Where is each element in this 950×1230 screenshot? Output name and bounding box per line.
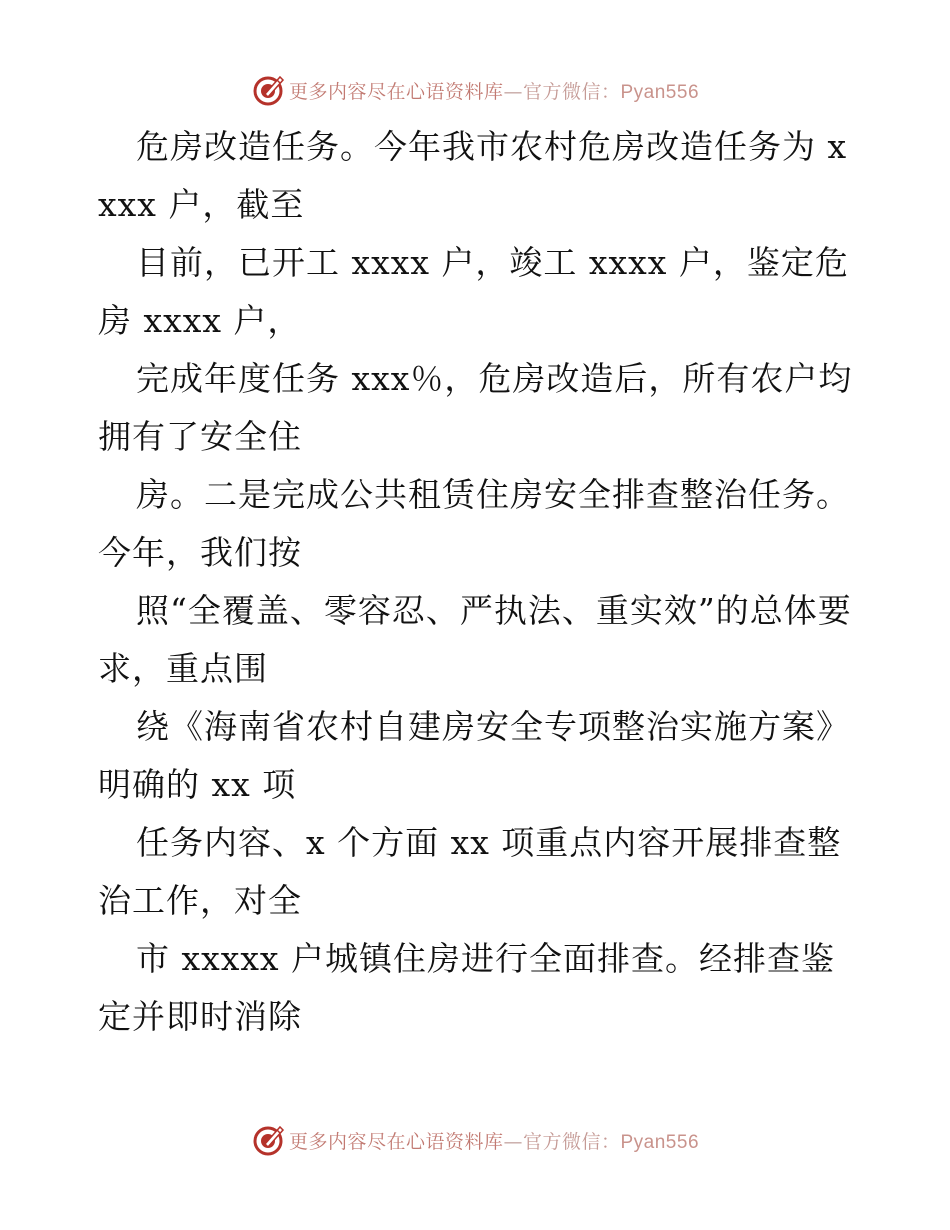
paragraph: 照“全覆盖、零容忍、严执法、重实效”的总体要求，重点围	[98, 591, 852, 688]
header-brand: 更多内容尽在心语资料库	[288, 80, 504, 103]
pen-logo-icon	[251, 73, 285, 107]
paragraph: 目前，已开工 xxxx 户，竣工 xxxx 户，鉴定危房 xxxx 户，	[98, 243, 849, 340]
footer-watermark	[0, 1120, 950, 1160]
paragraph: 市 xxxxx 户城镇住房进行全面排查。经排查鉴定并即时消除	[98, 939, 836, 1036]
header-wechat-id: Pyan556	[620, 81, 700, 103]
paragraph: 绕《海南省农村自建房安全专项整治实施方案》明确的 xx 项	[98, 707, 850, 804]
header-watermark-text	[289, 77, 699, 104]
header-wechat-label: 官方微信：	[522, 80, 621, 103]
paragraph: 任务内容、x 个方面 xx 项重点内容开展排查整治工作，对全	[98, 823, 842, 920]
header-watermark	[0, 70, 950, 110]
footer-watermark-text	[289, 1127, 699, 1154]
pen-logo-icon	[251, 1123, 285, 1157]
footer-brand: 更多内容尽在心语资料库	[288, 1130, 504, 1153]
document-body	[98, 118, 858, 1046]
paragraph: 危房改造任务。今年我市农村危房改造任务为 xxxx 户，截至	[98, 127, 848, 224]
footer-wechat-id: Pyan556	[620, 1131, 700, 1153]
paragraph: 房。二是完成公共租赁住房安全排查整治任务。今年，我们按	[98, 475, 850, 572]
footer-separator: —	[503, 1130, 523, 1153]
header-separator: —	[503, 80, 523, 103]
footer-wechat-label: 官方微信：	[522, 1130, 621, 1153]
paragraph: 完成年度任务 xxx％，危房改造后，所有农户均拥有了安全住	[98, 359, 853, 456]
